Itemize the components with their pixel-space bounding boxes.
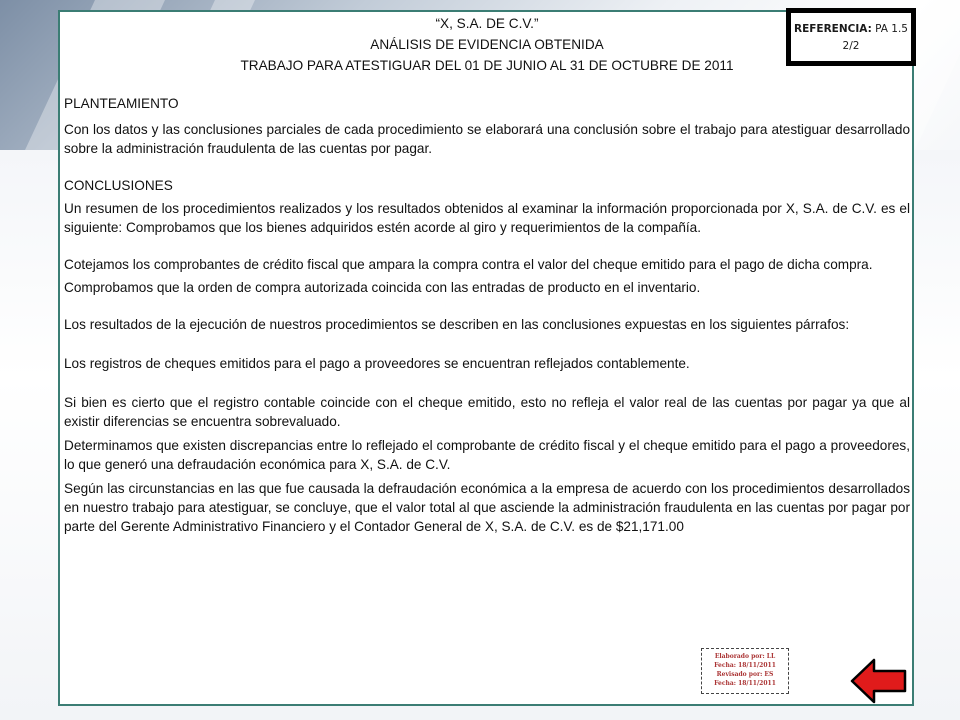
document-subtitle: ANÁLISIS DE EVIDENCIA OBTENIDA xyxy=(370,37,604,52)
stamp-line: Revisado por: ES xyxy=(716,671,774,678)
period-title: TRABAJO PARA ATESTIGUAR DEL 01 DE JUNIO AL 31 DE OCTUBRE DE 2011 xyxy=(240,58,734,73)
conclusion-paragraph-7: Determinamos que existen discrepancias entre lo reflejado el comprobante de crédito fiscal y el cheque emitido para el pago a proveedores, lo que generó una defraudación económica para X, S.A. de C.V. xyxy=(64,438,910,472)
stamp-line: Elaborado por: LL xyxy=(714,653,776,660)
reference-label: REFERENCIA: xyxy=(793,23,872,35)
reference-page: 2/2 xyxy=(842,40,860,52)
stamp-line: Fecha: 18/11/2011 xyxy=(714,662,776,669)
section-title-planteamiento: PLANTEAMIENTO xyxy=(64,96,179,111)
arrow-shape[interactable] xyxy=(852,660,905,702)
section-title-conclusiones: CONCLUSIONES xyxy=(64,178,173,193)
company-title: “X, S.A. DE C.V.” xyxy=(435,16,539,31)
document-content xyxy=(64,14,910,536)
planteamiento-text: Con los datos y las conclusiones parciales de cada procedimiento se elaborará una conclusión sobre el trabajo para atestiguar desarrollado sobre la administración fraudulenta de las cuentas por pagar. xyxy=(64,122,910,156)
conclusion-paragraph-3: Comprobamos que la orden de compra autorizada coincida con las entradas de producto en el inventario. xyxy=(64,280,701,295)
conclusion-paragraph-1: Un resumen de los procedimientos realizados y los resultados obtenidos al examinar la información proporcionada por X, S.A. de C.V. es el siguiente: Comprobamos que los bienes adquiridos estén acorde al giro y requerimientos de la compañía. xyxy=(64,201,910,235)
reference-code: PA 1.5 xyxy=(875,23,908,35)
conclusion-paragraph-8: Según las circunstancias en las que fue causada la defraudación económica a la empresa de acuerdo con los procedimientos desarrollados en nuestro trabajo para atestiguar, se concluye, que el valor total al que asciende la administración fraudulenta en las cuentas por pagar por parte del Gerente Administrativo Financiero y el Contador General de X, S.A. de C.V. es de $21,171.00 xyxy=(64,481,910,534)
conclusion-paragraph-5: Los registros de cheques emitidos para el pago a proveedores se encuentran reflejados contablemente. xyxy=(64,356,690,371)
conclusion-paragraph-6: Si bien es cierto que el registro contable coincide con el cheque emitido, esto no refleja el valor real de las cuentas por pagar ya que al existir diferencias se encuentra sobrevaluado. xyxy=(64,395,910,429)
arrow-left-icon[interactable] xyxy=(850,658,908,704)
conclusion-paragraph-4: Los resultados de la ejecución de nuestros procedimientos se describen en las conclusiones expuestas en los siguientes párrafos: xyxy=(64,317,850,332)
stamp-line: Fecha: 18/11/2011 xyxy=(714,680,776,687)
conclusion-paragraph-2: Cotejamos los comprobantes de crédito fiscal que ampara la compra contra el valor del cheque emitido para el pago de dicha compra. xyxy=(64,257,873,272)
review-stamp xyxy=(701,648,789,694)
